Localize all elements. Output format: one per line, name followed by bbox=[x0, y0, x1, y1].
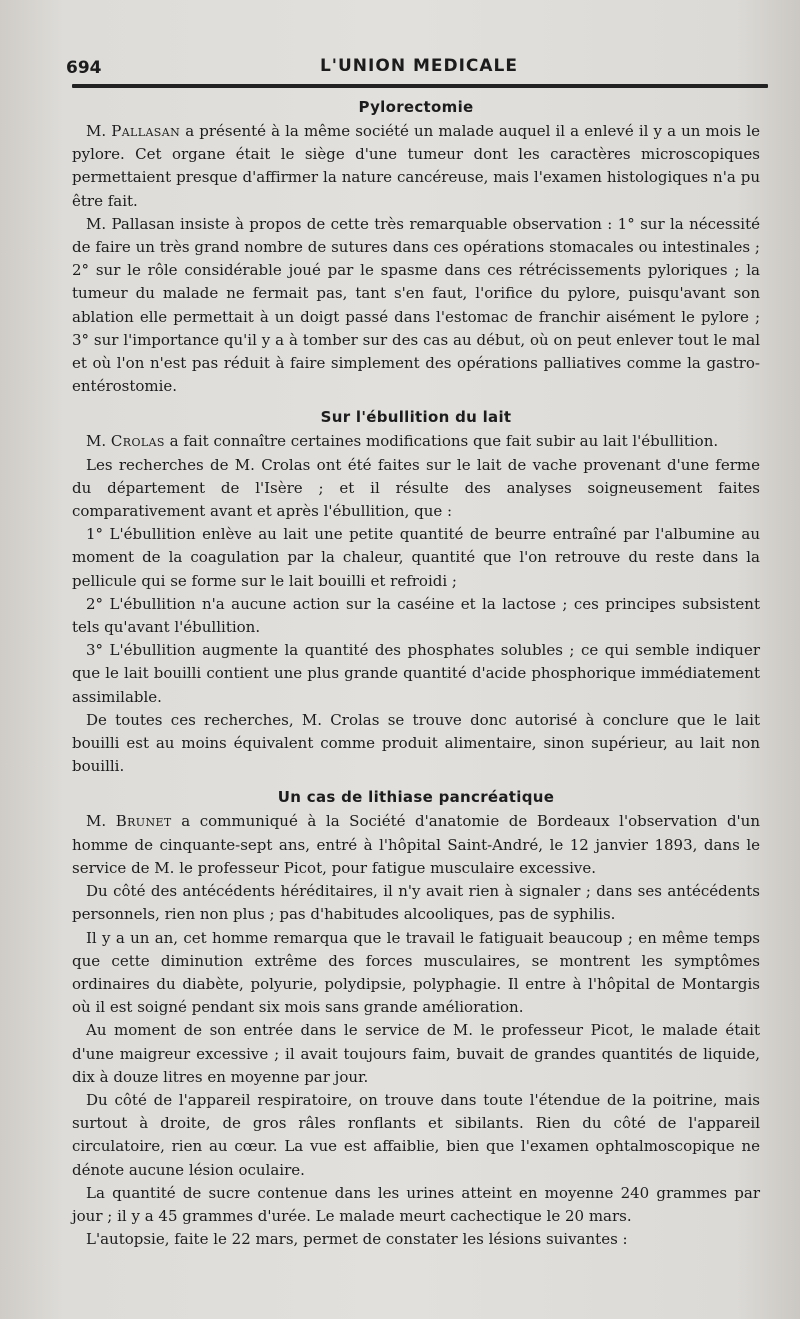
author-name: Pallasan bbox=[111, 122, 181, 140]
running-title: L'UNION MEDICALE bbox=[319, 56, 519, 76]
section-ebullition-lait bbox=[72, 408, 760, 778]
section-title: Un cas de lithiase pancréatique bbox=[277, 788, 555, 807]
header-rule bbox=[72, 84, 768, 88]
paragraph: Les recherches de M. Crolas ont été faites sur le lait de vache provenant d'une ferme du département de l'Isère ; et il résulte des analyses soigneusement faites comparativement avant et après l'ébullition, que : bbox=[72, 455, 760, 521]
paragraph: Du côté des antécédents héréditaires, il n'y avait rien à signaler ; dans ses antécédents personnels, rien non plus ; pas d'habitudes alcooliques, pas de syphilis. bbox=[72, 882, 760, 924]
paragraph: La quantité de sucre contenue dans les urines atteint en moyenne 240 grammes par jour ; il y a 45 grammes d'urée. Le malade meurt cachectique le 20 mars. bbox=[72, 1183, 760, 1225]
paragraph: 2° L'ébullition n'a aucune action sur la caséine et la lactose ; ces principes subsistent tels qu'avant l'ébullition. bbox=[72, 594, 760, 637]
paragraph: M. Pallasan insiste à propos de cette très remarquable observation : 1° sur la nécessité de faire un très grand nombre de sutures dans ces opérations stomacales ou intestinales ; 2° sur le rôle considérable joué par le spasme dans ces rétrécissements pyloriques ; la tumeur du malade ne fermait pas, tant s'en faut, l'orifice du pylore, puisqu'avant son ablation elle permettait à un doigt passé dans l'estomac de franchir aisément le pylore ; 3° sur l'importance qu'il y a à tomber sur des cas au début, où on peut enlever tout le mal et où l'on n'est pas réduit à faire simplement des opérations palliatives comme la gastro-entérostomie. bbox=[72, 214, 760, 396]
section-pylorectomie bbox=[72, 98, 760, 398]
paragraph: L'autopsie, faite le 22 mars, permet de constater les lésions suivantes : bbox=[86, 1230, 628, 1249]
section-title: Sur l'ébullition du lait bbox=[320, 408, 512, 427]
author-name: Brunet bbox=[115, 812, 172, 831]
author-name: Crolas bbox=[110, 432, 165, 451]
section-title: Pylorectomie bbox=[358, 98, 474, 116]
paragraph: De toutes ces recherches, M. Crolas se trouve donc autorisé à conclure que le lait bouilli est au moins équivalent comme produit alimentaire, sinon supérieur, au lait non bouilli. bbox=[72, 710, 760, 776]
paragraph: Au moment de son entrée dans le service de M. le professeur Picot, le malade était d'une maigreur excessive ; il avait toujours faim, buvait de grandes quantités de liquide, dix à douze litres en moyenne par jour. bbox=[72, 1021, 760, 1086]
paragraph: Du côté de l'appareil respiratoire, on trouve dans toute l'étendue de la poitrine, mais surtout à droite, de gros râles ronflants et sibilants. Rien du côté de l'appareil circulatoire, rien au cœur. La vue est affaiblie, bien que l'examen ophtalmoscopique ne dénote aucune lésion oculaire. bbox=[72, 1090, 760, 1179]
paragraph: M. Crolas a fait connaître certaines modifications que fait subir au lait l'ébullition. bbox=[86, 432, 719, 451]
section-lithiase-pancreatique bbox=[72, 788, 760, 1251]
paragraph: 1° L'ébullition enlève au lait une petite quantité de beurre entraîné par l'albumine au moment de la coagulation par la chaleur, quantité que l'on retrouve du reste dans la pellicule qui se forme sur le lait bouilli et refroidi ; bbox=[72, 525, 760, 590]
paragraph: Il y a un an, cet homme remarqua que le travail le fatiguait beaucoup ; en même temps que cette diminution extrême des forces musculaires, se montrent les symptômes ordinaires du diabète, polyurie, polydipsie, polyphagie. Il entre à l'hôpital de Montargis où il est soigné pendant six mois sans grande amélioration. bbox=[72, 928, 760, 1017]
paragraph: 3° L'ébullition augmente la quantité des phosphates solubles ; ce qui semble indiquer que le lait bouilli contient une plus grande quantité d'acide phosphorique immédiatement assimilable. bbox=[72, 641, 760, 706]
page-header bbox=[66, 50, 760, 84]
page-number: 694 bbox=[66, 58, 102, 78]
paragraph: M. Pallasan a présenté à la même société un malade auquel il a enlevé il y a un mois le pylore. Cet organe était le siège d'une tumeur dont les caractères microscopiques permettaient presque d'affirmer la nature cancéreuse, mais l'examen histologiques n'a pu être fait. bbox=[72, 122, 760, 210]
paragraph: M. Brunet a communiqué à la Société d'anatomie de Bordeaux l'observation d'un homme de cinquante-sept ans, entré à l'hôpital Saint-André, le 12 janvier 1893, dans le service de M. le professeur Picot, pour fatigue musculaire excessive. bbox=[72, 812, 760, 877]
